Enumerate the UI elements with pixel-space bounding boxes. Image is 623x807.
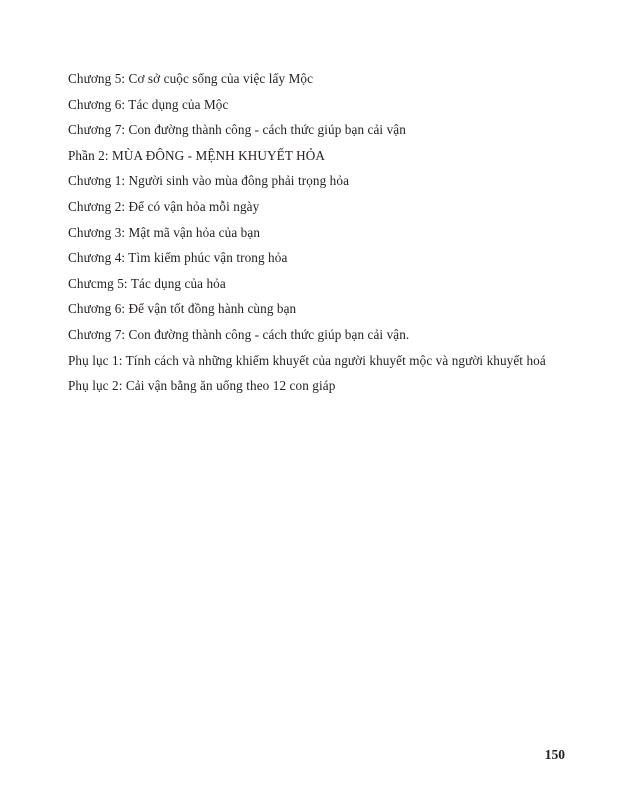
toc-appendix-entry: Phụ lục 2: Cải vận bằng ăn uống theo 12 con giáp — [68, 378, 336, 394]
toc-entry: Chương 7: Con đường thành công - cách thức giúp bạn cải vận. — [68, 326, 410, 342]
table-of-contents — [68, 66, 568, 399]
toc-entry: Chương 7: Con đường thành công - cách thức giúp bạn cải vận — [68, 122, 406, 138]
toc-entry: Chương 1: Người sinh vào mùa đông phải trọng hỏa — [68, 173, 350, 189]
toc-entry: Chương 5: Cơ sở cuộc sống của việc lấy Mộc — [68, 71, 314, 86]
toc-appendix-entry: Phụ lục 1: Tính cách và những khiếm khuyết của người khuyết mộc và người khuyết hoá — [68, 352, 546, 368]
toc-section-heading: Phần 2: MÙA ĐÔNG - MỆNH KHUYẾT HỎA — [68, 147, 326, 163]
toc-entry: Chương 2: Để có vận hỏa mỗi ngày — [68, 198, 260, 214]
toc-entry: Chưcmg 5: Tác dụng của hỏa — [68, 275, 226, 291]
toc-entry: Chương 3: Mật mã vận hỏa của bạn — [68, 224, 261, 240]
toc-entry: Chương 6: Tác dụng của Mộc — [68, 96, 229, 112]
toc-entry: Chương 4: Tìm kiếm phúc vận trong hỏa — [68, 250, 288, 266]
page-number: 150 — [544, 747, 565, 762]
toc-entry: Chương 6: Để vận tốt đồng hành cùng bạn — [68, 301, 297, 317]
